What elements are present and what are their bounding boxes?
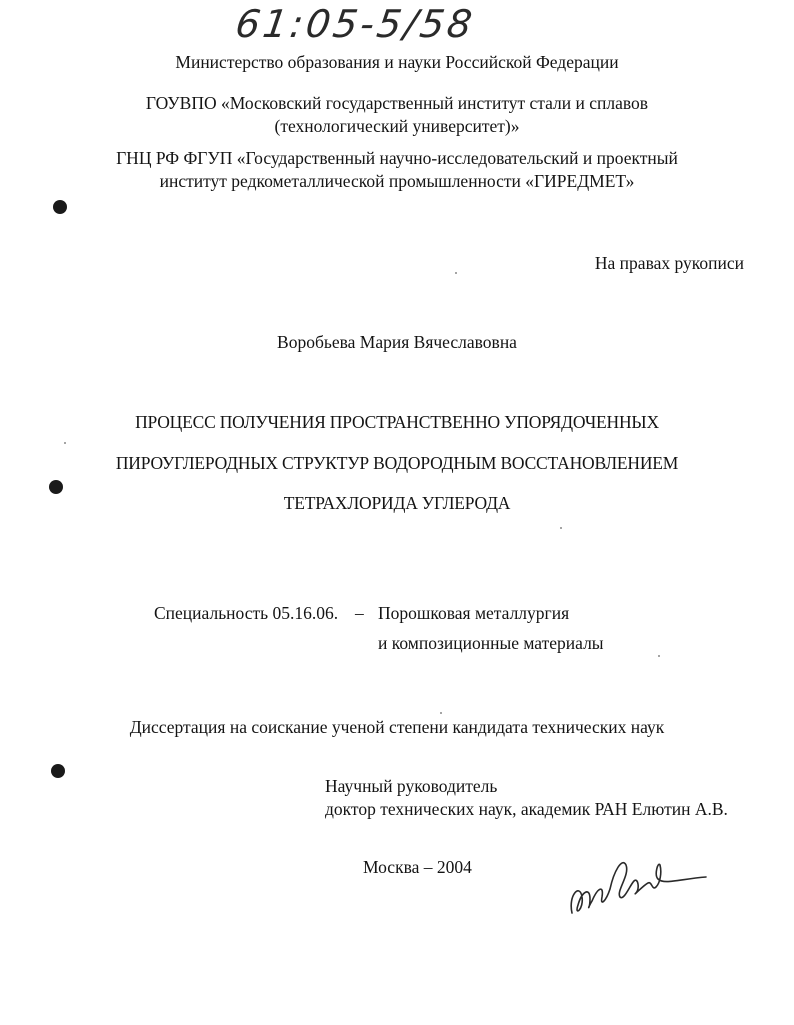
scan-speck: [455, 272, 457, 274]
manuscript-rights: На правах рукописи: [594, 253, 744, 273]
author-name: Воробьева Мария Вячеславовна: [277, 332, 517, 352]
archive-number-handwritten: 61:05-5/58: [232, 2, 478, 46]
punch-hole-mark: [49, 480, 63, 494]
scan-speck: [64, 442, 66, 444]
specialty-label: Специальность 05.16.06.: [154, 603, 339, 623]
ministry-line: Министерство образования и науки Российской Федерации: [175, 52, 619, 72]
title-line-1: ПРОЦЕСС ПОЛУЧЕНИЯ ПРОСТРАНСТВЕННО УПОРЯДОЧЕННЫХ: [135, 412, 659, 432]
specialty-dash: –: [355, 603, 364, 623]
specialty-name-line-2: и композиционные материалы: [378, 633, 604, 653]
scan-speck: [658, 655, 660, 657]
city-year: Москва – 2004: [363, 857, 472, 877]
supervisor-name: доктор технических наук, академик РАН Елютин А.В.: [325, 799, 728, 819]
punch-hole-mark: [53, 200, 67, 214]
signature-image: [560, 835, 710, 925]
university-line-1: ГОУВПО «Московский государственный институт стали и сплавов: [145, 93, 649, 113]
title-line-2: ПИРОУГЛЕРОДНЫХ СТРУКТУР ВОДОРОДНЫМ ВОССТАНОВЛЕНИЕМ: [115, 453, 679, 473]
dissertation-degree: Диссертация на соискание ученой степени кандидата технических наук: [129, 717, 665, 737]
university-line-2: (технологический университет)»: [274, 116, 520, 136]
supervisor-label: Научный руководитель: [325, 776, 498, 796]
institute-line-2: институт редкометаллической промышленности «ГИРЕДМЕТ»: [159, 171, 635, 191]
specialty-name-line-1: Порошковая металлургия: [378, 603, 570, 623]
title-line-3: ТЕТРАХЛОРИДА УГЛЕРОДА: [283, 493, 511, 513]
scan-speck: [440, 712, 442, 714]
institute-line-1: ГНЦ РФ ФГУП «Государственный научно-исследовательский и проектный: [116, 148, 678, 168]
punch-hole-mark: [51, 764, 65, 778]
scan-speck: [560, 527, 562, 529]
